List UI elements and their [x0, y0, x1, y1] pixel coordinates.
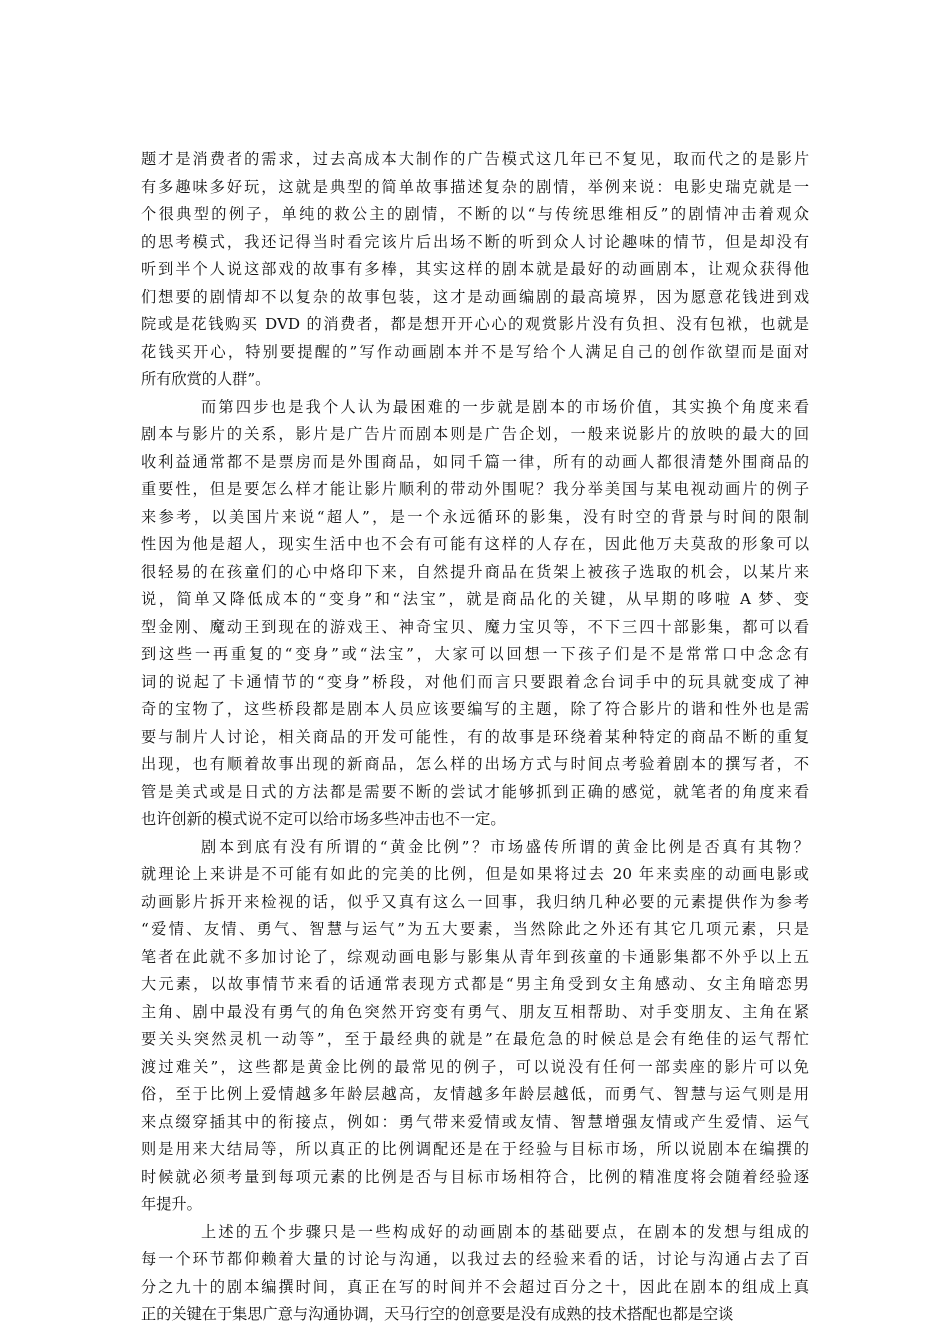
text-line: 很轻易的在孩童们的心中烙印下来，自然提升商品在货架上被孩子选取的机会，以某片来	[141, 562, 809, 581]
text-line: 而第四步也是我个人认为最困难的一步就是剧本的市场价值，其实换个角度来看	[201, 397, 809, 416]
text-line: 们想要的剧情却不以复杂的故事包装，这才是动画编剧的最高境界，因为愿意花钱进到戏	[141, 287, 809, 306]
paragraph	[141, 834, 809, 1219]
text-line: 剧本到底有没有所谓的“黄金比例”？市场盛传所谓的黄金比例是否真有其物？	[201, 837, 809, 856]
text-line: 型金刚、魔动王到现在的游戏王、神奇宝贝、魔力宝贝等，不下三四十部影集，都可以看	[141, 617, 809, 636]
paragraph	[141, 394, 809, 834]
text-line: 俗，至于比例上爱情越多年龄层越高，友情越多年龄层越低，而勇气、智慧与运气则是用	[141, 1085, 809, 1103]
text-line: 有多趣味多好玩，这就是典型的简单故事描述复杂的剧情，举例来说：电影史瑞克就是一	[141, 177, 809, 196]
text-line: 渡过难关”，这些都是黄金比例的最常见的例子，可以说没有任何一部卖座的影片可以免	[141, 1057, 809, 1076]
text-line: 管是美式或是日式的方法都是需要不断的尝试才能够抓到正确的感觉，就笔者的角度来看	[141, 782, 809, 801]
text-line: 正的关键在于集思广意与沟通协调，天马行空的创意要是没有成熟的技术搭配也都是空谈	[141, 1305, 734, 1323]
text-line: 重要性，但是要怎么样才能让影片顺利的带动外围呢？我分举美国与某电视动画片的例子	[141, 480, 809, 498]
text-line: 要与制片人讨论，相关商品的开发可能性，有的故事是环绕着某种特定的商品不断的重复	[141, 727, 809, 746]
text-line: 听到半个人说这部戏的故事有多棒，其实这样的剧本就是最好的动画剧本，让观众获得他	[141, 260, 809, 278]
text-line: 词的说起了卡通情节的“变身”桥段，对他们而言只要跟着念台词手中的玩具就变成了神	[141, 672, 809, 691]
paragraph	[141, 1219, 809, 1329]
text-line: “爱情、友情、勇气、智慧与运气”为五大要素，当然除此之外还有其它几项元素，只是	[141, 920, 809, 938]
text-line: 年提升。	[141, 1195, 202, 1213]
document-body	[141, 146, 809, 1329]
text-line: 的思考模式，我还记得当时看完该片后出场不断的听到众人讨论趣味的情节，但是却没有	[141, 232, 809, 251]
text-line: 奇的宝物了，这些桥段都是剧本人员应该要编写的主题，除了符合影片的谐和性外也是需	[141, 700, 809, 718]
text-line: 动画影片拆开来检视的话，似乎又真有这么一回事，我归纳几种必要的元素提供作为参考	[141, 892, 809, 911]
text-line: 性因为他是超人，现实生活中也不会有可能有这样的人存在，因此他万夫莫敌的形象可以	[141, 535, 809, 553]
text-line: 则是用来大结局等，所以真正的比例调配还是在于经验与目标市场，所以说剧本在编撰的	[141, 1140, 809, 1158]
text-line: 花钱买开心，特别要提醒的”写作动画剧本并不是写给个人满足自己的创作欲望而是面对	[141, 342, 809, 361]
text-line: 说，简单又降低成本的“变身”和“法宝”，就是商品化的关键，从早期的哆啦 A 梦、变	[141, 590, 809, 608]
text-line: 笔者在此就不多加讨论了，综观动画电影与影集从青年到孩童的卡通影集都不外乎以上五	[141, 947, 809, 966]
text-line: 来参考，以美国片来说“超人”，是一个永远循环的影集，没有时空的背景与时间的限制	[141, 507, 809, 526]
text-line: 大元素，以故事情节来看的话通常表现方式都是“男主角受到女主角感动、女主角暗恋男	[141, 975, 809, 993]
text-line: 来点缀穿插其中的衔接点，例如：勇气带来爱情或友情、智慧增强友情或产生爱情、运气	[141, 1112, 809, 1131]
text-line: 个很典型的例子，单纯的救公主的剧情，不断的以“与传统思维相反”的剧情冲击着观众	[141, 205, 809, 223]
text-line: 主角、剧中最没有勇气的角色突然开窍变有勇气、朋友互相帮助、对手变朋友、主角在紧	[141, 1002, 809, 1021]
text-line: 分之九十的剧本编撰时间，真正在写的时间并不会超过百分之十，因此在剧本的组成上真	[141, 1277, 809, 1296]
text-line: 要关头突然灵机一动等”，至于最经典的就是”在最危急的时候总是会有绝佳的运气帮忙	[141, 1030, 809, 1048]
text-line: 题才是消费者的需求，过去高成本大制作的广告模式这几年已不复见，取而代之的是影片	[141, 150, 809, 168]
text-line: 也许创新的模式说不定可以给市场多些冲击也不一定。	[141, 810, 506, 828]
text-line: 就理论上来讲是不可能有如此的完美的比例，但是如果将过去 20 年来卖座的动画电影或	[141, 865, 809, 883]
text-line: 出现，也有顺着故事出现的新商品，怎么样的出场方式与时间点考验着剧本的撰写者，不	[141, 755, 809, 773]
text-line: 剧本与影片的关系，影片是广告片而剧本则是广告企划，一般来说影片的放映的最大的回	[141, 425, 809, 443]
paragraph	[141, 146, 809, 394]
text-line: 到这些一再重复的“变身”或“法宝”，大家可以回想一下孩子们是不是常常口中念念有	[141, 645, 809, 663]
text-line: 收利益通常都不是票房而是外围商品，如同千篇一律，所有的动画人都很清楚外围商品的	[141, 452, 809, 471]
text-line: 所有欣赏的人群”。	[141, 370, 271, 388]
text-line: 上述的五个步骤只是一些构成好的动画剧本的基础要点，在剧本的发想与组成的	[201, 1222, 809, 1241]
text-line: 院或是花钱购买 DVD 的消费者，都是想开开心心的观赏影片没有负担、没有包袱，也就是	[141, 315, 809, 333]
text-line: 每一个环节都仰赖着大量的讨论与沟通，以我过去的经验来看的话，讨论与沟通占去了百	[141, 1250, 809, 1268]
text-line: 时候就必须考量到每项元素的比例是否与目标市场相符合，比例的精准度将会随着经验逐	[141, 1167, 809, 1186]
